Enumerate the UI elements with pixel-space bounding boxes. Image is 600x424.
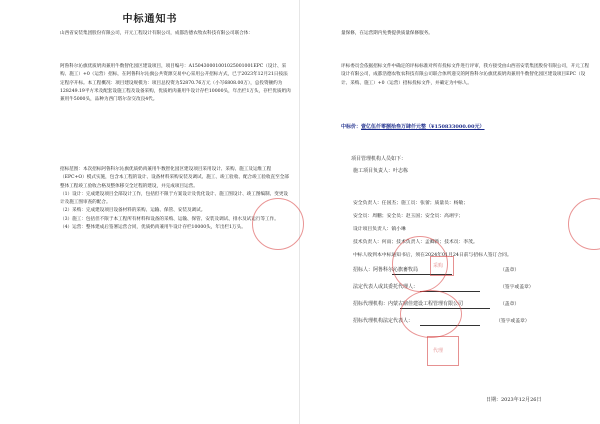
tenderer-seal-note: （盖章） xyxy=(500,268,520,273)
personal-stamp-top-text: 采购 xyxy=(433,263,444,269)
project-lead: 施工项目负责人：叶志栋 xyxy=(353,168,409,174)
agency-rep-label: 招标代理机构法定代表人： xyxy=(353,318,414,324)
staff-row: 安全负责人：任国杰；施工员：张蕾；质量员：杨敏； xyxy=(353,201,469,206)
award-price-value: 壹亿伍仟零捌拾叁万肆仟元整（¥150833000.00元） xyxy=(361,124,485,130)
contract-notice: 中标人收到本中标通知书后，须在2024年01月24日前与招标人签订合同。 xyxy=(353,253,512,258)
project-overview-paragraph: 阿鲁科尔沁旗优质奶肉兼用牛数智化园区建设项目，项目编号：A150430001001025001001EPC（设计、采购、施工）+0（运营）招标，在阿鲁科尔沁旗公共资源交易中心采用公开招标方式，已于2023年12月21日按法定程序开标。本工程概况：项目建设规模为：项目总投资为52870.76万元（小写6808.00万），总投资额约为128249.19平方米及配套设施工程及设备采购，优质奶肉兼用牛设计存栏10000头，年出栏1万头，存栏优质奶肉兼用牛5000头，品种为西门塔尔杂交改良4代。 xyxy=(60,64,291,103)
legal-rep-label: 法定代表人或其委托代理人： xyxy=(353,284,419,290)
legal-rep-note: （签字或盖章） xyxy=(500,285,534,290)
tenderer-name: 阿鲁科尔沁旗畜牧局 xyxy=(373,267,419,273)
addressee-paragraph: 山西省安装集团股份有限公司，开元工程设计有限公司，成都浩德农牧农科技有限公司联合体： xyxy=(60,31,253,36)
document-title: 中标通知书 xyxy=(122,14,178,25)
official-seal-left xyxy=(252,198,304,250)
staff-row: 安全员：周鹏；安全员：赵玉国；安全员：高翊宇； xyxy=(353,214,464,219)
tenderer-label: 招标人： xyxy=(353,267,374,273)
staff-row: 技术负责人：何雨；技术负责人：孟卿新；技术员：李茂。 xyxy=(353,240,478,245)
personal-stamp-bottom xyxy=(427,336,459,366)
award-price-label: 中标价： xyxy=(341,124,362,130)
agency-seal xyxy=(400,290,462,338)
tender-scope-paragraph: 招标范围：本次招标阿鲁科尔沁旗优质奶肉兼用牛数智化园区建设项目采用设计、采购、施工及运维工程（EPC+O）模式实施，包含本工程的设计、设备材料采购安装及调试、施工、竣工验收、配合竣工验收直至全部整体工程竣工验收合格及整体移交全过程的建设，并完成项目运营。 （1）设计：完成建设项目全部设计工作，包括但不限于方案设计及优化设计、施工图设计、竣工图编制、变更设计及施工图审查的配合。 （2）采购：完成建设项目设备材料的采购、运输、保管、安装及调试。 （3）施工：包括但不限于本工程所有材料和设备的采购、运输、保管、安装及调试、排水及试运行等工作。 （4）运营：整体建成后签署运营合同，优质奶肉兼用牛设计存栏10000头，年出栏1万头。 xyxy=(60,167,289,231)
management-title: 项目管理机构人员如下： xyxy=(351,156,407,162)
personal-stamp-top xyxy=(430,256,454,276)
award-price xyxy=(341,123,485,130)
personal-stamp-bottom-text: 代理 xyxy=(433,348,444,354)
issue-date: 日期：2023年12月26日 xyxy=(486,397,542,403)
agency-seal-note: （盖章） xyxy=(500,302,520,307)
staff-row: 设计项目负责人：镇小琳 xyxy=(353,227,406,232)
warranty-paragraph: 量保修，在运营期内免费提供质量保修服务。 xyxy=(341,31,433,36)
evaluation-paragraph: 评标委员会依据招标文件中确定的评标标准对所有投标文件进行评审，我方接受由山西省安装集团股份有限公司，开元工程设计有限公司，成都浩德农牧农科技有限公司联合体所递交的阿鲁科尔沁旗优质奶肉兼用牛数智化园区建设项目EPC（设计、采购、施工）+0（运营）招标投标文件，并确定为中标人。 xyxy=(341,64,590,86)
agency-rep-note: （签字或盖章） xyxy=(496,319,530,324)
agency-name: 内蒙古鼎佳建设工程管理有限公司 xyxy=(388,301,464,307)
agency-label: 招标代理机构： xyxy=(353,301,389,307)
